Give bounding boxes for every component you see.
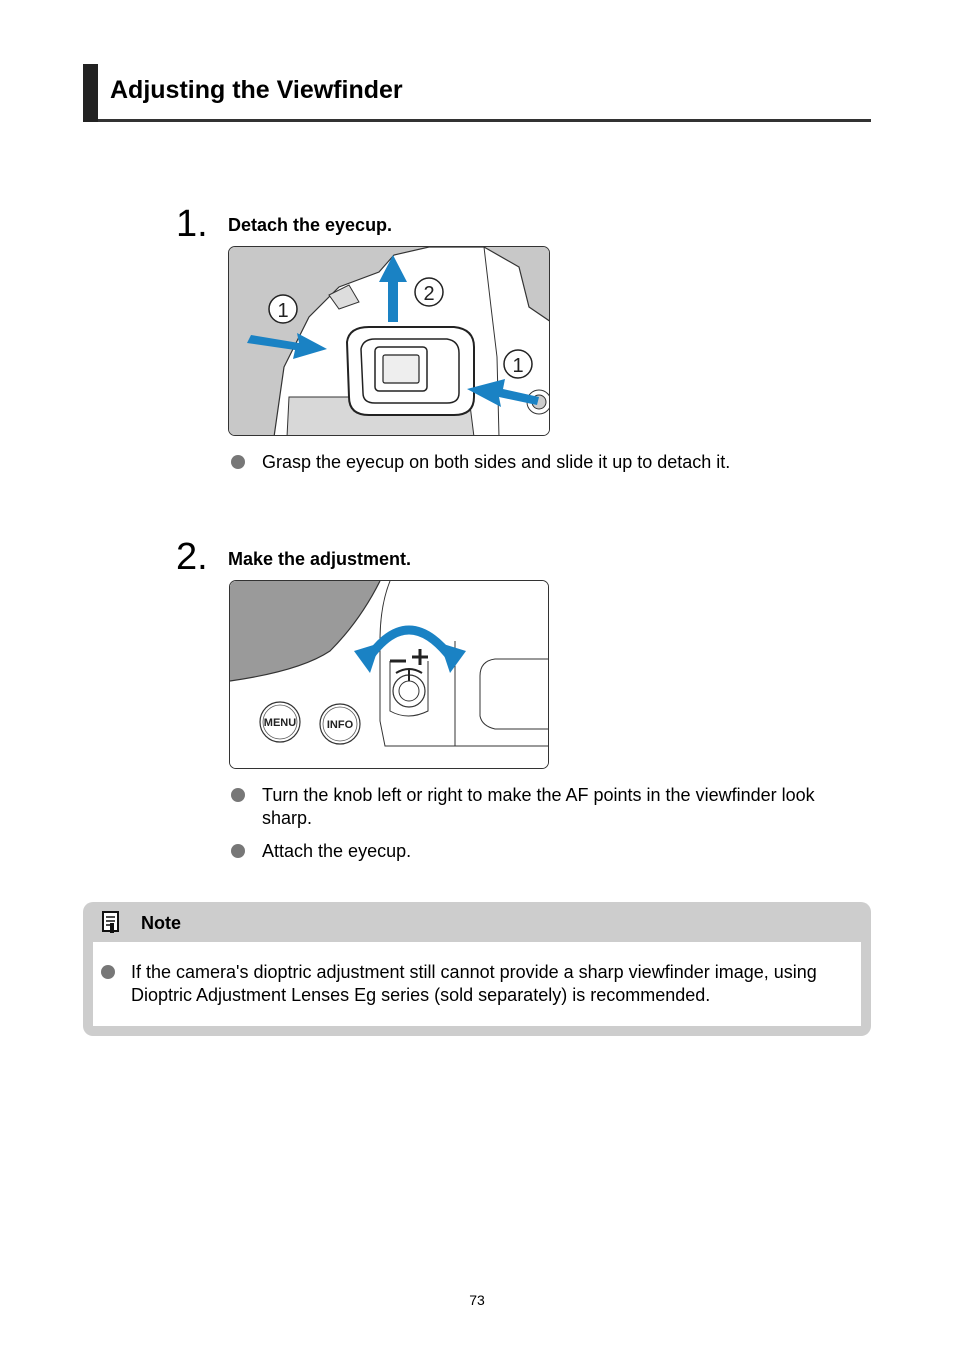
eyecup-detach-illustration — [228, 246, 550, 436]
dioptric-adjustment-illustration — [229, 580, 549, 769]
bullet-icon — [231, 788, 245, 802]
bullet-icon — [231, 455, 245, 469]
page-title: Adjusting the Viewfinder — [110, 76, 403, 104]
svg-text:1: 1 — [512, 355, 524, 377]
step-2-number: 2. — [176, 536, 208, 578]
step-1-title: Detach the eyecup. — [228, 215, 393, 235]
page-number: 73 — [469, 1292, 485, 1308]
svg-text:1: 1 — [277, 300, 289, 322]
bullet-text: Grasp the eyecup on both sides and slide it up to detach it. — [262, 452, 731, 472]
bullet-icon — [231, 844, 245, 858]
svg-text:2: 2 — [423, 283, 435, 305]
svg-text:MENU: MENU — [263, 717, 297, 729]
note-heading: Note — [141, 913, 181, 933]
section-heading — [83, 64, 871, 122]
svg-text:INFO: INFO — [326, 719, 354, 731]
step-1-number: 1. — [176, 203, 208, 245]
heading-bar — [83, 64, 98, 122]
note-icon — [101, 910, 121, 939]
step-2-title: Make the adjustment. — [228, 549, 412, 569]
bullet-icon — [101, 965, 115, 979]
note-box — [83, 902, 871, 1036]
note-text: If the camera's dioptric adjustment still cannot provide a sharp viewfinder image, using Dioptric Adjustment Lenses Eg series (sold separately) is recommended. — [131, 962, 817, 1005]
note-body — [93, 942, 861, 1026]
bullet-text: Turn the knob left or right to make the AF points in the viewfinder look sharp. — [262, 785, 815, 828]
bullet-text: Attach the eyecup. — [262, 841, 412, 861]
